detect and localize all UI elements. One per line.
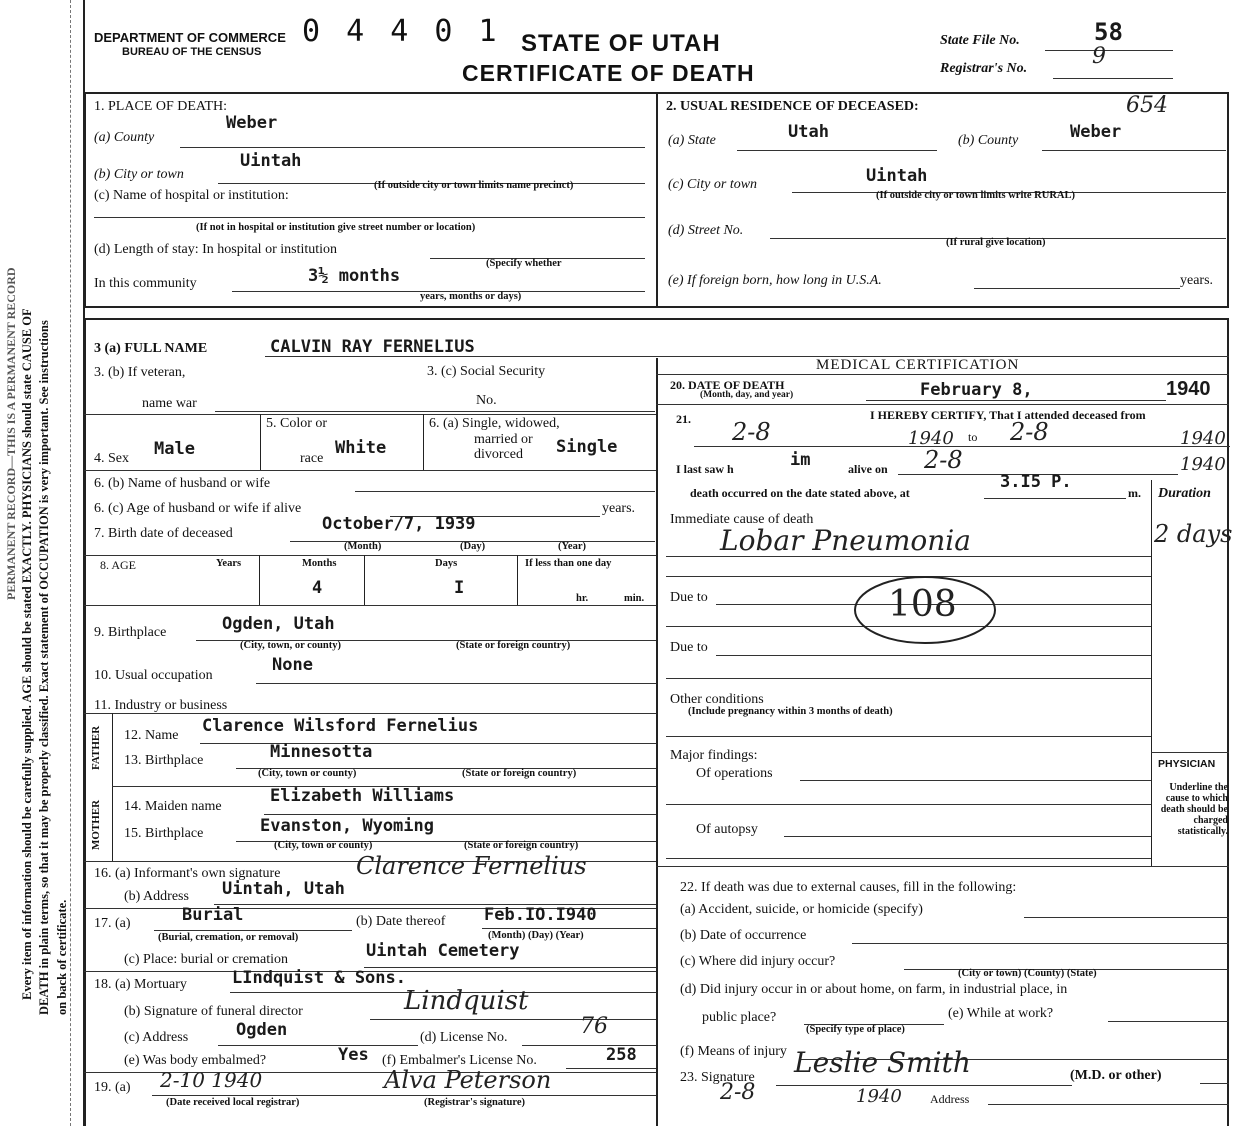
informant-sig-label: 16. (a) Informant's own signature xyxy=(94,866,281,881)
funeral-director-signature: Lindquist xyxy=(404,986,529,1016)
underline-note: Underline the cause to which death should be charged statistically. xyxy=(1160,782,1228,837)
birthplace-value: Ogden, Utah xyxy=(222,614,335,634)
signature-year-value: 1940 xyxy=(856,1086,902,1107)
mother-birthplace-value: Evanston, Wyoming xyxy=(260,816,434,836)
means-injury-label: (f) Means of injury xyxy=(680,1044,787,1059)
hr-label: hr. xyxy=(576,593,589,604)
burial-date-label: (b) Date thereof xyxy=(356,914,446,929)
injury-place-label: (d) Did injury occur in or about home, on farm, in industrial place, in xyxy=(680,982,1068,997)
race-label: race xyxy=(300,451,324,466)
county-label: (a) County xyxy=(94,130,155,145)
dept-label: DEPARTMENT OF COMMERCE xyxy=(94,30,286,45)
age-days-label: Days xyxy=(435,558,458,569)
date-of-death-year: 1940 xyxy=(1166,378,1211,400)
industry-label: 11. Industry or business xyxy=(94,698,228,713)
death-occurred-label: death occurred on the date stated above, at xyxy=(690,486,910,500)
death-time-value: 3.I5 P. xyxy=(1000,472,1072,492)
alive-on-year: 1940 xyxy=(1180,454,1226,475)
embalmed-label: (e) Was body embalmed? xyxy=(124,1053,267,1068)
age-label: 8. AGE xyxy=(100,558,136,572)
date-received-value: 2-10 1940 xyxy=(160,1068,263,1092)
registrar-no-value: 9 xyxy=(1092,44,1106,69)
date-received-note: (Date received local registrar) xyxy=(166,1097,300,1108)
hospital-note: (If outside city or town limits name precinct) xyxy=(374,180,574,191)
specify-whether: (Specify whether xyxy=(486,258,562,269)
age-months-value: 4 xyxy=(312,578,323,598)
margin-note-3: DEATH in plain terms, so that it may be properly classified. Exact statement of OCCUPATION is very important. See instructions xyxy=(37,320,51,1015)
immediate-cause-label: Immediate cause of death xyxy=(670,512,814,527)
last-saw-label: I last saw h xyxy=(676,462,734,476)
medical-title: MEDICAL CERTIFICATION xyxy=(816,357,1020,373)
spouse-age-years: years. xyxy=(602,501,636,516)
registrar-sig-note: (Registrar's signature) xyxy=(424,1097,525,1108)
burial-place-label: (c) Place: burial or cremation xyxy=(124,952,289,967)
alive-on-label: alive on xyxy=(848,462,888,476)
mother-name-label: 14. Maiden name xyxy=(124,799,222,814)
father-name-label: 12. Name xyxy=(124,728,179,743)
father-label: FATHER xyxy=(90,725,102,770)
embalmer-license-value: 258 xyxy=(606,1045,637,1065)
residence-label: 2. USUAL RESIDENCE OF DECEASED: xyxy=(666,99,919,114)
occupation-value: None xyxy=(272,655,313,675)
middle-divider xyxy=(656,358,658,1126)
attend-from-value: 2-8 xyxy=(732,418,771,446)
margin-note-4: on back of certificate. xyxy=(55,899,69,1015)
bureau-label: BUREAU OF THE CENSUS xyxy=(122,46,262,58)
state-file-value: 58 xyxy=(1094,18,1123,46)
certify-text: I HEREBY CERTIFY, That I attended deceased from xyxy=(870,408,1146,422)
residence-number: 654 xyxy=(1126,93,1168,118)
date-of-death-label: 20. DATE OF DEATH xyxy=(670,378,785,392)
hospital-note-2: (If not in hospital or institution give street number or location) xyxy=(196,222,476,233)
spouse-age-label: 6. (c) Age of husband or wife if alive xyxy=(94,501,302,516)
res-state-label: (a) State xyxy=(668,133,716,148)
res-city-value: Uintah xyxy=(866,166,928,186)
place-of-death-label: 1. PLACE OF DEATH: xyxy=(94,99,228,114)
duration-label: Duration xyxy=(1158,486,1211,501)
address-label: Address xyxy=(930,1092,970,1106)
license-label: (d) License No. xyxy=(420,1030,508,1045)
name-war-label: name war xyxy=(142,396,197,411)
birthplace-state-note: (State or foreign country) xyxy=(456,640,571,651)
disposition-label: 17. (a) xyxy=(94,916,131,931)
birth-month-note: (Month) xyxy=(344,541,382,552)
stamp-number: 0 4 4 0 1 xyxy=(302,14,501,49)
burial-date-value: Feb.IO.I940 xyxy=(484,905,597,925)
physician-signature: Leslie Smith xyxy=(794,1046,971,1079)
street-note: (If rural give location) xyxy=(946,237,1046,248)
city-value: Uintah xyxy=(240,151,302,171)
date-occurrence-label: (b) Date of occurrence xyxy=(680,928,807,943)
mortuary-address-label: (c) Address xyxy=(124,1030,189,1045)
birth-day-note: (Day) xyxy=(460,541,486,552)
state-file-label: State File No. xyxy=(940,33,1020,48)
mother-birthplace-label: 15. Birthplace xyxy=(124,826,204,841)
age-less-label: If less than one day xyxy=(525,558,612,569)
where-injury-label: (c) Where did injury occur? xyxy=(680,954,836,969)
license-value: 76 xyxy=(580,1014,608,1039)
res-state-value: Utah xyxy=(788,122,829,142)
marital-label: 6. (a) Single, widowed, xyxy=(429,416,560,431)
while-at-work-label: (e) While at work? xyxy=(948,1006,1054,1021)
age-years-label: Years xyxy=(216,558,242,569)
father-state-note: (State or foreign country) xyxy=(462,768,577,779)
major-findings-label: Major findings: xyxy=(670,748,758,763)
stay-note: years, months or days) xyxy=(420,291,522,302)
father-city-note: (City, town or county) xyxy=(258,768,357,779)
signature-date-value: 2-8 xyxy=(720,1080,756,1105)
min-label: min. xyxy=(624,593,645,604)
race-value: White xyxy=(335,438,387,458)
signature-label: 23. Signature xyxy=(680,1070,755,1085)
mother-city-note: (City, town or county) xyxy=(274,840,373,851)
married-label: married or xyxy=(474,432,533,447)
margin-note-1: PERMANENT RECORD—THIS IS A PERMANENT RECORD xyxy=(4,267,18,600)
attend-to-label: to xyxy=(968,430,978,444)
external-causes-label: 22. If death was due to external causes, fill in the following: xyxy=(680,880,1017,895)
registrar-label: 19. (a) xyxy=(94,1080,131,1095)
immediate-cause-value: Lobar Pneumonia xyxy=(720,524,971,557)
other-conditions-note: (Include pregnancy within 3 months of death) xyxy=(688,706,893,717)
funeral-director-label: (b) Signature of funeral director xyxy=(124,1004,303,1019)
attend-to-year: 1940 xyxy=(1180,428,1226,449)
md-label: (M.D. or other) xyxy=(1070,1068,1162,1083)
res-county-value: Weber xyxy=(1070,122,1122,142)
birth-date-label: 7. Birth date of deceased xyxy=(94,526,233,541)
res-city-note: (If outside city or town limits write RURAL) xyxy=(876,190,1075,201)
burial-place-value: Uintah Cemetery xyxy=(366,941,520,961)
disposition-value: Burial xyxy=(182,905,244,925)
form-title-state: STATE OF UTAH xyxy=(521,30,721,57)
father-birthplace-label: 13. Birthplace xyxy=(124,753,204,768)
marital-value: Single xyxy=(556,437,618,457)
registrar-signature: Alva Peterson xyxy=(384,1066,552,1094)
veteran-label: 3. (b) If veteran, xyxy=(94,365,186,380)
public-place-note: (Specify type of place) xyxy=(806,1024,905,1035)
physician-label: PHYSICIAN xyxy=(1158,758,1216,770)
county-value: Weber xyxy=(226,113,278,133)
full-name-label: 3 (a) FULL NAME xyxy=(94,341,208,356)
length-stay-label: (d) Length of stay: In hospital or institution xyxy=(94,242,338,257)
mortuary-label: 18. (a) Mortuary xyxy=(94,977,187,992)
father-birthplace-value: Minnesotta xyxy=(270,742,373,762)
disposition-note: (Burial, cremation, or removal) xyxy=(158,932,299,943)
sex-label: 4. Sex xyxy=(94,451,129,466)
embalmer-license-label: (f) Embalmer's License No. xyxy=(382,1053,537,1068)
margin-note-2: Every item of information should be carefully supplied. AGE should be stated EXACTLY. PHYSICIANS should state CAUSE OF xyxy=(20,308,34,1000)
occupation-label: 10. Usual occupation xyxy=(94,668,213,683)
of-operations-label: Of operations xyxy=(696,766,773,781)
foreign-years: years. xyxy=(1180,273,1214,288)
margin-dotted-line xyxy=(70,0,71,1126)
accident-label: (a) Accident, suicide, or homicide (specify) xyxy=(680,902,923,917)
public-place-label: public place? xyxy=(702,1010,777,1025)
date-of-death-value: February 8, xyxy=(920,380,1033,400)
birthplace-city-note: (City, town, or county) xyxy=(240,640,342,651)
due-to-1-label: Due to xyxy=(670,590,708,605)
mother-state-note: (State or foreign country) xyxy=(464,840,579,851)
birth-date-value: October/7, 1939 xyxy=(322,514,476,534)
ssn-no-label: No. xyxy=(476,393,497,408)
mortuary-value: LIndquist & Sons. xyxy=(232,968,406,988)
mortuary-address-value: Ogden xyxy=(236,1020,288,1040)
of-autopsy-label: Of autopsy xyxy=(696,822,758,837)
due-to-2-label: Due to xyxy=(670,640,708,655)
where-injury-note: (City or town) (County) (State) xyxy=(958,968,1097,979)
duration-value: 2 days xyxy=(1154,520,1233,548)
father-name-value: Clarence Wilsford Fernelius xyxy=(202,716,479,736)
cause-code-value: 108 xyxy=(888,584,957,625)
registrar-no-label: Registrar's No. xyxy=(940,61,1028,76)
age-days-value: I xyxy=(454,578,465,598)
birth-year-note: (Year) xyxy=(558,541,586,552)
other-conditions-label: Other conditions xyxy=(670,692,764,707)
attend-from-year: 1940 xyxy=(908,428,954,449)
top-divider xyxy=(656,92,658,308)
informant-address-value: Uintah, Utah xyxy=(222,879,345,899)
hospital-label: (c) Name of hospital or institution: xyxy=(94,188,289,203)
ssn-label: 3. (c) Social Security xyxy=(427,364,546,379)
street-label: (d) Street No. xyxy=(668,223,744,238)
res-county-label: (b) County xyxy=(958,133,1019,148)
death-time-m: m. xyxy=(1128,486,1141,500)
mother-label: MOTHER xyxy=(90,799,102,850)
item-21-label: 21. xyxy=(676,412,691,426)
informant-signature: Clarence Fernelius xyxy=(356,852,587,880)
embalmed-value: Yes xyxy=(338,1045,369,1065)
age-months-label: Months xyxy=(302,558,337,569)
last-saw-him: im xyxy=(790,450,811,470)
full-name-value: CALVIN RAY FERNELIUS xyxy=(270,337,475,357)
community-label: In this community xyxy=(94,276,197,291)
informant-address-label: (b) Address xyxy=(124,889,189,904)
color-label: 5. Color or xyxy=(266,416,328,431)
attend-to-value: 2-8 xyxy=(1010,418,1049,446)
spouse-name-label: 6. (b) Name of husband or wife xyxy=(94,476,271,491)
burial-date-note: (Month) (Day) (Year) xyxy=(488,930,584,941)
res-city-label: (c) City or town xyxy=(668,177,758,192)
divorced-label: divorced xyxy=(474,447,523,462)
foreign-born-label: (e) If foreign born, how long in U.S.A. xyxy=(668,273,882,288)
sex-value: Male xyxy=(154,439,195,459)
community-stay-value: 3½ months xyxy=(308,266,401,286)
alive-on-value: 2-8 xyxy=(924,446,963,474)
mother-name-value: Elizabeth Williams xyxy=(270,786,455,806)
city-label: (b) City or town xyxy=(94,167,184,182)
form-title-certificate: CERTIFICATE OF DEATH xyxy=(462,60,755,86)
birthplace-label: 9. Birthplace xyxy=(94,625,167,640)
date-of-death-note: (Month, day, and year) xyxy=(700,390,794,400)
